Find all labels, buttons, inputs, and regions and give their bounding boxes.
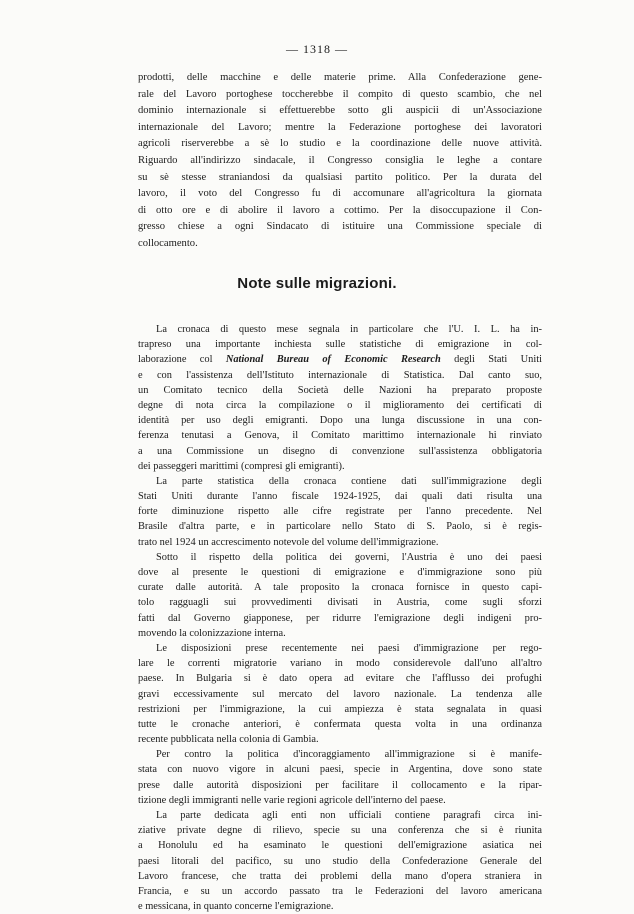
- top-paragraph: [138, 70, 542, 253]
- text-line: prese dalle autorità disposizioni per facilitare il collocamento e la ripar-: [138, 779, 542, 791]
- text-line: forte diminuzione rispetto alle cifre registrate per l'anno precedente. Nel: [138, 506, 542, 518]
- text-line: degne di nota circa la compilazione o il miglioramento dei certificati di: [138, 399, 542, 411]
- text-line: curate dalle autorità. A tale proposito la cronaca fornisce in questo capi-: [138, 582, 542, 594]
- text-line: identità per uso degli emigranti. Dopo una lunga discussione in una con-: [138, 415, 542, 427]
- page-number: — 1318 —: [286, 42, 348, 56]
- text-line: trato nel 1924 un accrescimento notevole del volume dell'immigrazione.: [138, 536, 439, 548]
- text-line: paesi litorali del pacifico, su uno studio della Confederazione Generale del: [138, 855, 542, 867]
- text-line: agricoli riserverebbe a sè lo studio e la coordinazione delle nuove attività.: [138, 138, 542, 150]
- text-line: su sè stesse straniandosi da qualsiasi partito politico. Per la durata del: [138, 171, 542, 183]
- text-line: gravi eccessivamente sul mercato del lavoro nazionale. La tendenza alle: [138, 688, 542, 700]
- text-line-mixed: [138, 352, 542, 367]
- text-line: lavoro, il voto del Congresso fu di accomunare all'agricoltura la giornata: [138, 188, 542, 200]
- text-line: Sotto il rispetto della politica dei governi, l'Austria è uno dei paesi: [156, 551, 542, 563]
- text-fragment: degli Stati Uniti: [440, 354, 542, 366]
- text-line: Francia, e su un accordo passato tra le Federazioni del lavoro americana: [138, 885, 542, 897]
- text-line: trapreso una importante inchiesta sulle statistiche di emigrazione in col-: [138, 339, 542, 351]
- text-line: a una Commissione un disegno di convenzione sull'assistenza obbligatoria: [138, 445, 542, 457]
- text-line: rale del Lavoro portoghese toccherebbe il compito di questo scambio, che nel: [138, 88, 542, 100]
- text-line: restrizioni per l'immigrazione, la cui ampiezza è stata segnalata in quasi: [138, 703, 542, 715]
- text-line: dei passeggeri marittimi (compresi gli emigranti).: [138, 460, 345, 472]
- text-line: collocamento.: [138, 237, 198, 249]
- text-line: e con l'assistenza dell'Istituto internazionale di Statistica. Dal canto suo,: [138, 369, 542, 381]
- text-line: tutte le cronache anteriori, è confermata questa volta in una ordinanza: [138, 718, 542, 730]
- text-fragment: laborazione col: [138, 354, 226, 366]
- text-line: internazionale del Lavoro; mentre la Federazione portoghese dei lavoratori: [138, 121, 542, 133]
- text-line: Per contro la politica d'incoraggiamento all'immigrazione si è manife-: [156, 749, 542, 761]
- text-line: ziative private degne di rilievo, specie su una conferenza che si è riunita: [138, 825, 542, 837]
- text-line: Le disposizioni prese recentemente nei paesi d'immigrazione per rego-: [156, 642, 542, 654]
- text-line: tizione degli immigranti nelle varie regioni agricole dell'interno del paese.: [138, 794, 446, 806]
- text-line: recente pubblicata nella colonia di Gambia.: [138, 734, 319, 746]
- text-line: stata con nuovo vigore in alcuni paesi, specie in Argentina, dove sono state: [138, 764, 542, 776]
- text-line: Stati Uniti durante l'anno fiscale 1924-1925, dai quali dati risulta una: [138, 491, 542, 503]
- text-line: tolo ragguagli sui provvedimenti divisati in Austria, come sugli sforzi: [138, 597, 542, 609]
- text-line: dove al presente le questioni di emigrazione e d'immigrazione sono più: [138, 567, 542, 578]
- text-line: paese. In Bulgaria si è dato opera ad evitare che l'afflusso dei profughi: [138, 673, 542, 685]
- text-line: La parte dedicata agli enti non ufficiali contiene paragrafi circa ini-: [156, 810, 542, 821]
- text-line: e messicana, in quanto concerne l'emigrazione.: [138, 901, 334, 913]
- text-line: prodotti, delle macchine e delle materie prime. Alla Confederazione gene-: [138, 72, 542, 83]
- text-line: lare le correnti migratorie variano in modo considerevole dall'uno all'altro: [138, 658, 542, 670]
- text-line: di otto ore e di abolire il lavoro a cottimo. Per la disoccupazione il Con-: [138, 204, 542, 216]
- text-line: un Comitato tecnico della Società delle Nazioni ha preparato proposte: [138, 384, 542, 396]
- text-line: dominio internazionale si effettuerebbe sotto gli auspicii di un'Associazione: [138, 105, 542, 117]
- text-line: La parte statistica della cronaca contiene dati sull'immigrazione degli: [156, 475, 542, 487]
- text-line: ferenza tenutasi a Genova, il Comitato marittimo internazionale hi rinviato: [138, 430, 542, 442]
- section-title: Note sulle migrazioni.: [237, 275, 397, 292]
- text-line: La cronaca di questo mese segnala in particolare che l'U. I. L. ha in-: [156, 324, 542, 335]
- text-line: a Honolulu ed ha esaminato le questioni dell'emigrazione asiatica nei: [138, 840, 542, 852]
- text-line: movendo la colonizzazione interna.: [138, 627, 286, 639]
- text-line: Lavoro francese, che tratta dei problemi della mano d'opera straniera in: [138, 870, 542, 882]
- text-line: gresso chiese a ogni Sindacato di istituire una Commissione speciale di: [138, 221, 542, 233]
- text-line: fatti dal Governo giapponese, per ridurre l'emigrazione degli indigeni pro-: [138, 612, 542, 624]
- text-line: Brasile d'altra parte, e in particolare nello Stato di S. Paolo, si è regis-: [138, 521, 542, 533]
- body-text: [138, 322, 542, 914]
- text-line: Riguardo all'indirizzo sindacale, il Congresso consiglia le leghe a contare: [138, 154, 542, 166]
- bureau-name: National Bureau of Economic Research: [225, 354, 441, 366]
